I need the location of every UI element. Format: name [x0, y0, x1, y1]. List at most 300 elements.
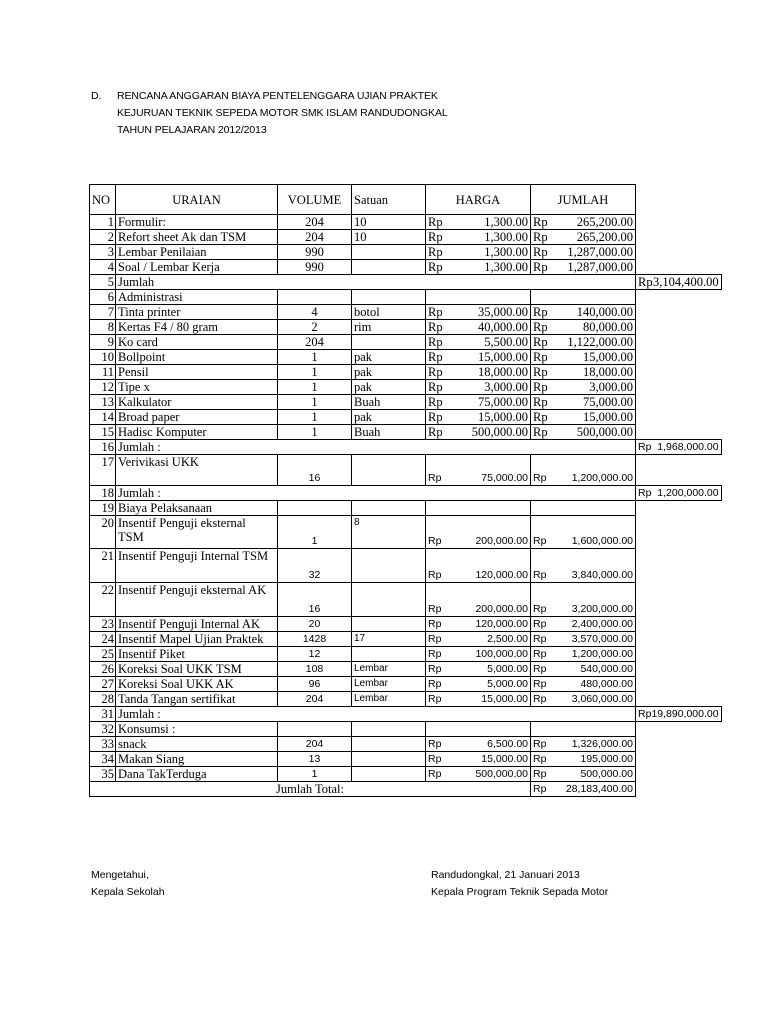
jumlah-value: 75,000.00	[583, 395, 633, 409]
header-jumlah: JUMLAH	[531, 185, 636, 215]
currency-label: Rp	[428, 395, 443, 409]
uraian-cell	[116, 245, 278, 260]
harga-value: 500,000.00	[475, 768, 528, 780]
currency-label: Rp	[533, 260, 548, 274]
row-number: 15	[90, 425, 116, 440]
row-number: 2	[90, 230, 116, 245]
row-number: 17	[90, 455, 116, 486]
currency-label: Rp	[533, 618, 547, 630]
currency-label: Rp	[428, 245, 443, 259]
total-label: Jumlah Total:	[90, 782, 531, 797]
harga-value: 15,000.00	[481, 753, 528, 765]
jumlah-cell	[531, 290, 636, 305]
jumlah-cell	[636, 486, 722, 501]
harga-value: 75,000.00	[478, 395, 528, 409]
satuan-cell: rim	[352, 320, 426, 335]
volume-cell: 12	[278, 647, 352, 662]
satuan-cell	[352, 549, 426, 583]
volume-cell: 108	[278, 662, 352, 677]
uraian-cell	[116, 692, 278, 707]
jumlah-value: 540,000.00	[580, 663, 633, 675]
row-number: 6	[90, 290, 116, 305]
uraian-text: Insentif Mapel Ujian Praktek	[118, 632, 264, 646]
currency-label: Rp	[428, 425, 443, 439]
harga-value: 1,300.00	[484, 230, 528, 244]
currency-label: Rp	[533, 648, 547, 660]
uraian-cell	[116, 215, 278, 230]
volume-cell: 1	[278, 350, 352, 365]
currency-label: Rp	[533, 410, 548, 424]
harga-value: 200,000.00	[475, 603, 528, 615]
table-row	[90, 440, 722, 455]
jumlah-value: 1,200,000.00	[571, 648, 633, 660]
uraian-text: Tinta printer	[118, 305, 181, 319]
uraian-text: Jumlah	[118, 275, 155, 289]
satuan-cell	[352, 767, 426, 782]
uraian-text: Tipe x	[118, 380, 150, 394]
section-label: D.	[91, 90, 102, 102]
table-row	[90, 767, 722, 782]
currency-label: Rp	[428, 648, 442, 660]
volume-cell	[278, 501, 352, 516]
budget-body	[90, 215, 722, 782]
uraian-text: snack	[118, 737, 147, 751]
table-header-row	[90, 185, 722, 215]
table-row	[90, 617, 722, 632]
table-row	[90, 707, 722, 722]
uraian-cell	[116, 662, 278, 677]
currency-label: Rp	[428, 693, 442, 705]
volume-cell: 1	[278, 395, 352, 410]
harga-value: 100,000.00	[475, 648, 528, 660]
harga-cell	[426, 662, 531, 677]
currency-label: Rp	[533, 365, 548, 379]
row-number: 11	[90, 365, 116, 380]
harga-value: 120,000.00	[475, 618, 528, 630]
volume-cell: 16	[278, 455, 352, 486]
harga-cell	[426, 320, 531, 335]
volume-cell: 990	[278, 245, 352, 260]
currency-label: Rp	[533, 738, 547, 750]
jumlah-value: 80,000.00	[583, 320, 633, 334]
harga-value: 15,000.00	[478, 410, 528, 424]
currency-label: Rp	[428, 768, 442, 780]
jumlah-value: 500,000.00	[576, 425, 633, 439]
table-row	[90, 245, 722, 260]
table-row	[90, 662, 722, 677]
jumlah-value: 1,200,000.00	[571, 472, 633, 484]
harga-cell	[426, 215, 531, 230]
satuan-cell	[352, 455, 426, 486]
currency-label: Rp	[533, 569, 547, 581]
header-uraian: URAIAN	[116, 185, 278, 215]
currency-label: Rp	[533, 783, 547, 795]
uraian-cell	[116, 752, 278, 767]
uraian-text: Insentif Penguji eksternal	[118, 516, 246, 530]
row-number: 21	[90, 549, 116, 583]
jumlah-cell	[531, 425, 636, 440]
satuan-cell	[352, 245, 426, 260]
harga-cell	[426, 425, 531, 440]
row-number: 35	[90, 767, 116, 782]
table-row	[90, 425, 722, 440]
uraian-cell	[116, 486, 636, 501]
volume-cell: 1	[278, 380, 352, 395]
jumlah-cell	[531, 335, 636, 350]
row-number: 8	[90, 320, 116, 335]
jumlah-cell	[531, 752, 636, 767]
table-row	[90, 647, 722, 662]
currency-label: Rp	[533, 395, 548, 409]
jumlah-cell	[531, 677, 636, 692]
table-row	[90, 632, 722, 647]
satuan-cell	[352, 617, 426, 632]
row-number: 14	[90, 410, 116, 425]
currency-label: Rp	[533, 603, 547, 615]
sign-right-line-2: Kepala Program Teknik Sepada Motor	[431, 886, 609, 898]
currency-label: Rp	[638, 487, 652, 499]
uraian-cell	[116, 335, 278, 350]
harga-cell	[426, 752, 531, 767]
sign-right-line-1: Randudongkal, 21 Januari 2013	[431, 869, 580, 881]
harga-cell	[426, 410, 531, 425]
currency-label: Rp	[533, 230, 548, 244]
satuan-cell: 17	[352, 632, 426, 647]
currency-label: Rp	[428, 410, 443, 424]
table-row	[90, 501, 722, 516]
jumlah-cell	[531, 365, 636, 380]
jumlah-cell	[531, 305, 636, 320]
uraian-cell	[116, 737, 278, 752]
harga-cell	[426, 380, 531, 395]
uraian-text: Dana TakTerduga	[118, 767, 207, 781]
harga-value: 18,000.00	[478, 365, 528, 379]
currency-label: Rp	[533, 350, 548, 364]
table-row	[90, 516, 722, 549]
jumlah-cell	[531, 722, 636, 737]
jumlah-value: 1,968,000.00	[657, 441, 719, 453]
currency-label: Rp	[428, 633, 442, 645]
harga-value: 5,000.00	[487, 678, 528, 690]
harga-value: 1,300.00	[484, 215, 528, 229]
jumlah-value: 1,600,000.00	[571, 535, 633, 547]
harga-cell	[426, 692, 531, 707]
uraian-cell	[116, 647, 278, 662]
uraian-text: Formulir:	[118, 215, 166, 229]
jumlah-cell	[531, 617, 636, 632]
volume-cell: 1	[278, 410, 352, 425]
table-row	[90, 380, 722, 395]
jumlah-value: 265,200.00	[576, 215, 633, 229]
jumlah-value: 15,000.00	[583, 410, 633, 424]
row-number: 33	[90, 737, 116, 752]
currency-label: Rp	[533, 425, 548, 439]
satuan-cell: Lembar	[352, 692, 426, 707]
jumlah-value: 2,400,000.00	[571, 618, 633, 630]
currency-label: Rp	[533, 335, 548, 349]
harga-cell	[426, 365, 531, 380]
jumlah-value: 3,570,000.00	[571, 633, 633, 645]
table-row	[90, 320, 722, 335]
row-number: 18	[90, 486, 116, 501]
uraian-text: Jumlah :	[118, 440, 161, 454]
harga-value: 6,500.00	[487, 738, 528, 750]
jumlah-cell	[531, 215, 636, 230]
currency-label: Rp	[428, 260, 443, 274]
jumlah-cell	[531, 455, 636, 486]
table-row	[90, 275, 722, 290]
uraian-cell	[116, 455, 278, 486]
uraian-text: Koreksi Soal UKK AK	[118, 677, 234, 691]
satuan-cell: Buah	[352, 395, 426, 410]
harga-value: 35,000.00	[478, 305, 528, 319]
uraian-text: Makan Siang	[118, 752, 185, 766]
harga-cell	[426, 722, 531, 737]
jumlah-cell	[531, 380, 636, 395]
uraian-text: Insentif Piket	[118, 647, 186, 661]
currency-label: Rp	[533, 245, 548, 259]
table-row	[90, 549, 722, 583]
currency-label: Rp	[533, 320, 548, 334]
uraian-text: Biaya Pelaksanaan	[118, 501, 213, 515]
volume-cell	[278, 290, 352, 305]
satuan-cell: pak	[352, 365, 426, 380]
currency-label: Rp	[533, 693, 547, 705]
row-number: 5	[90, 275, 116, 290]
currency-label: Rp	[428, 738, 442, 750]
jumlah-cell	[531, 320, 636, 335]
row-number: 13	[90, 395, 116, 410]
row-number: 3	[90, 245, 116, 260]
currency-label: Rp	[533, 535, 547, 547]
harga-value: 5,500.00	[484, 335, 528, 349]
title-line-1: RENCANA ANGGARAN BIAYA PENTELENGGARA UJIAN PRAKTEK	[117, 90, 438, 102]
uraian-cell	[116, 230, 278, 245]
total-value: 28,183,400.00	[565, 783, 633, 795]
satuan-cell	[352, 583, 426, 617]
currency-label: Rp	[428, 678, 442, 690]
uraian-cell	[116, 549, 278, 583]
table-row	[90, 335, 722, 350]
currency-label: Rp	[533, 633, 547, 645]
uraian-text: Pensil	[118, 365, 149, 379]
harga-cell	[426, 260, 531, 275]
harga-cell	[426, 335, 531, 350]
uraian-cell	[116, 395, 278, 410]
satuan-cell	[352, 290, 426, 305]
uraian-text: Jumlah :	[118, 486, 161, 500]
currency-label: Rp	[533, 663, 547, 675]
jumlah-cell	[531, 662, 636, 677]
row-number: 22	[90, 583, 116, 617]
table-row	[90, 395, 722, 410]
harga-cell	[426, 230, 531, 245]
satuan-cell: Buah	[352, 425, 426, 440]
uraian-cell	[116, 767, 278, 782]
sign-left-line-1: Mengetahui,	[91, 869, 149, 881]
uraian-cell	[116, 583, 278, 617]
row-number: 25	[90, 647, 116, 662]
currency-label: Rp	[428, 215, 443, 229]
currency-label: Rp	[638, 441, 652, 453]
harga-cell	[426, 290, 531, 305]
harga-value: 120,000.00	[475, 569, 528, 581]
currency-label: Rp	[428, 603, 442, 615]
volume-cell: 1	[278, 767, 352, 782]
jumlah-value: 195,000.00	[580, 753, 633, 765]
uraian-text: Kertas F4 / 80 gram	[118, 320, 218, 334]
uraian-text: Insentif Penguji Internal TSM	[118, 549, 269, 563]
satuan-cell	[352, 501, 426, 516]
uraian-text: Insentif Penguji eksternal AK	[118, 583, 267, 597]
harga-cell	[426, 632, 531, 647]
harga-cell	[426, 305, 531, 320]
row-number: 20	[90, 516, 116, 549]
uraian-text: Insentif Penguji Internal AK	[118, 617, 260, 631]
volume-cell: 204	[278, 335, 352, 350]
jumlah-value: 1,326,000.00	[571, 738, 633, 750]
currency-label: Rp	[428, 305, 443, 319]
total-row	[90, 782, 722, 797]
satuan-cell	[352, 737, 426, 752]
jumlah-value: 3,104,400.00	[652, 275, 719, 289]
uraian-cell	[116, 722, 278, 737]
currency-label: Rp	[533, 678, 547, 690]
uraian-text: Konsumsi :	[118, 722, 176, 736]
satuan-cell: pak	[352, 410, 426, 425]
harga-cell	[426, 767, 531, 782]
harga-value: 500,000.00	[471, 425, 528, 439]
table-row	[90, 692, 722, 707]
satuan-cell: 10	[352, 215, 426, 230]
uraian-cell	[116, 617, 278, 632]
jumlah-cell	[531, 549, 636, 583]
table-row	[90, 752, 722, 767]
jumlah-value: 265,200.00	[576, 230, 633, 244]
jumlah-cell	[531, 632, 636, 647]
uraian-text: Bollpoint	[118, 350, 166, 364]
volume-cell: 96	[278, 677, 352, 692]
currency-label: Rp	[428, 535, 442, 547]
jumlah-value: 3,060,000.00	[571, 693, 633, 705]
harga-value: 40,000.00	[478, 320, 528, 334]
jumlah-value: 1,287,000.00	[567, 245, 633, 259]
harga-value: 1,300.00	[484, 260, 528, 274]
jumlah-cell	[531, 395, 636, 410]
uraian-text: Administrasi	[118, 290, 183, 304]
uraian-cell	[116, 410, 278, 425]
harga-value: 3,000.00	[484, 380, 528, 394]
harga-value: 75,000.00	[481, 472, 528, 484]
header-volume: VOLUME	[278, 185, 352, 215]
table-row	[90, 230, 722, 245]
jumlah-cell	[636, 707, 722, 722]
table-row	[90, 305, 722, 320]
satuan-cell: Lembar	[352, 677, 426, 692]
header-harga: HARGA	[426, 185, 531, 215]
currency-label: Rp	[428, 569, 442, 581]
jumlah-value: 1,287,000.00	[567, 260, 633, 274]
table-row	[90, 410, 722, 425]
jumlah-cell	[531, 583, 636, 617]
uraian-cell	[116, 707, 636, 722]
jumlah-value: 18,000.00	[583, 365, 633, 379]
harga-cell	[426, 516, 531, 549]
harga-cell	[426, 647, 531, 662]
volume-cell: 990	[278, 260, 352, 275]
row-number: 24	[90, 632, 116, 647]
row-number: 7	[90, 305, 116, 320]
jumlah-cell	[531, 260, 636, 275]
currency-label: Rp	[428, 335, 443, 349]
harga-cell	[426, 549, 531, 583]
currency-label: Rp	[638, 708, 652, 720]
uraian-text: Refort sheet Ak dan TSM	[118, 230, 247, 244]
uraian-cell	[116, 275, 636, 290]
title-line-3: TAHUN PELAJARAN 2012/2013	[117, 124, 267, 136]
satuan-cell	[352, 752, 426, 767]
row-number: 9	[90, 335, 116, 350]
sign-left-line-2: Kepala Sekolah	[91, 886, 165, 898]
currency-label: Rp	[533, 380, 548, 394]
uraian-cell	[116, 320, 278, 335]
currency-label: Rp	[533, 768, 547, 780]
table-row	[90, 365, 722, 380]
row-number: 1	[90, 215, 116, 230]
jumlah-cell	[636, 440, 722, 455]
row-number: 27	[90, 677, 116, 692]
row-number: 31	[90, 707, 116, 722]
harga-cell	[426, 617, 531, 632]
table-row	[90, 215, 722, 230]
currency-label: Rp	[428, 472, 442, 484]
uraian-text: Kalkulator	[118, 395, 172, 409]
currency-label: Rp	[533, 305, 548, 319]
jumlah-cell	[636, 275, 722, 290]
table-row	[90, 260, 722, 275]
currency-label: Rp	[428, 618, 442, 630]
jumlah-cell	[531, 767, 636, 782]
harga-cell	[426, 737, 531, 752]
row-number: 12	[90, 380, 116, 395]
volume-cell: 1	[278, 516, 352, 549]
uraian-cell	[116, 632, 278, 647]
harga-value: 2,500.00	[487, 633, 528, 645]
jumlah-value: 1,122,000.00	[567, 335, 633, 349]
budget-table	[89, 184, 722, 797]
table-row	[90, 486, 722, 501]
uraian-cell	[116, 350, 278, 365]
currency-label: Rp	[428, 753, 442, 765]
satuan-cell: 10	[352, 230, 426, 245]
uraian-cell	[116, 677, 278, 692]
row-number: 32	[90, 722, 116, 737]
table-row	[90, 722, 722, 737]
satuan-cell	[352, 260, 426, 275]
harga-cell	[426, 455, 531, 486]
currency-label: Rp	[428, 380, 443, 394]
jumlah-cell	[531, 410, 636, 425]
jumlah-cell	[531, 737, 636, 752]
row-number: 26	[90, 662, 116, 677]
uraian-text: Jumlah :	[118, 707, 161, 721]
row-number: 4	[90, 260, 116, 275]
title-line-2: KEJURUAN TEKNIK SEPEDA MOTOR SMK ISLAM RANDUDONGKAL	[117, 107, 448, 119]
jumlah-cell	[531, 230, 636, 245]
currency-label: Rp	[428, 365, 443, 379]
volume-cell: 2	[278, 320, 352, 335]
satuan-cell: Lembar	[352, 662, 426, 677]
